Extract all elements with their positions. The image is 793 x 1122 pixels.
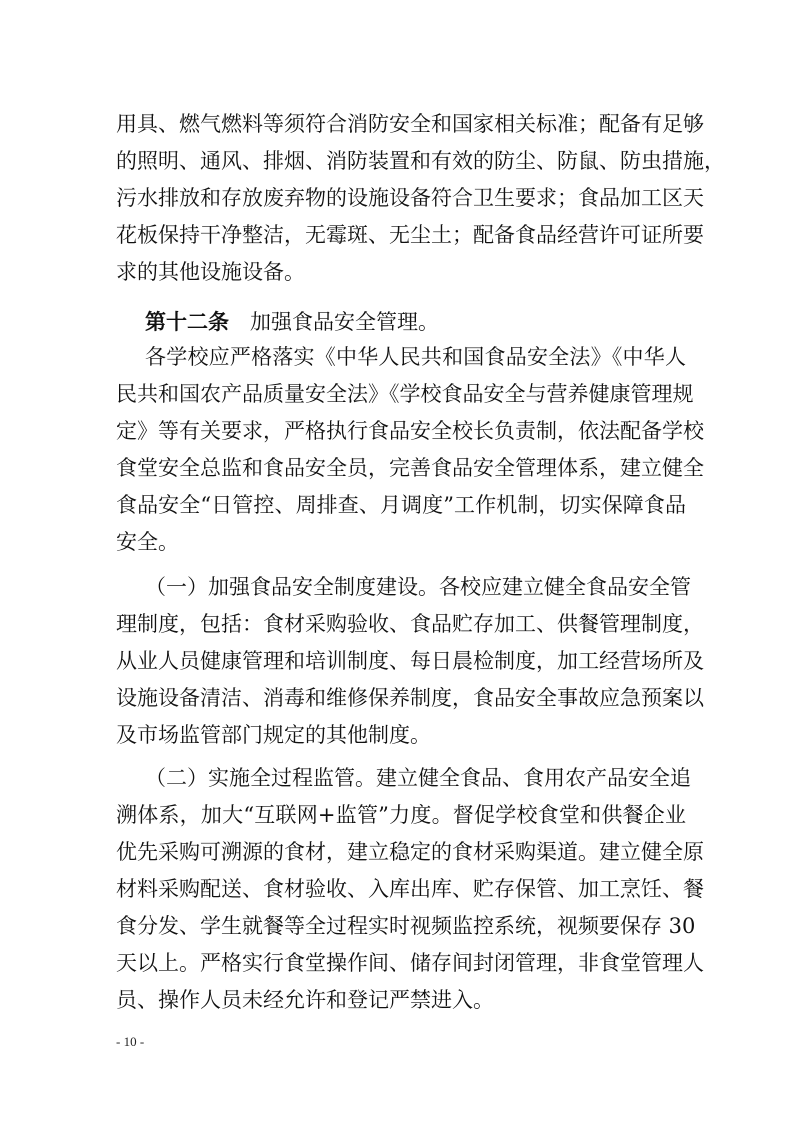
text-line: 天以上。严格实行食堂操作间、储存间封闭管理，非食堂管理人	[116, 951, 704, 975]
text-line: 的照明、通风、排烟、消防装置和有效的防尘、防鼠、防虫措施，	[116, 149, 725, 173]
page-number: - 10 -	[116, 1034, 145, 1049]
text-line: 从业人员健康管理和培训制度、每日晨检制度，加工经营场所及	[116, 649, 704, 673]
text-line: 食堂安全总监和食品安全员，完善食品安全管理体系，建立健全	[116, 456, 704, 480]
text-line: 花板保持干净整洁，无霉斑、无尘土；配备食品经营许可证所要	[116, 223, 704, 247]
text-line: 求的其他设施设备。	[116, 260, 305, 284]
article-heading	[145, 304, 686, 341]
text-line: 污水排放和存放废弃物的设施设备符合卫生要求；食品加工区天	[116, 186, 704, 210]
text-line: 安全。	[116, 530, 179, 554]
text-line: 各学校应严格落实《中华人民共和国食品安全法》《中华人	[145, 345, 686, 369]
text-line: 及市场监管部门规定的其他制度。	[116, 723, 431, 747]
text-line: 定》等有关要求，严格执行食品安全校长负责制，依法配备学校	[116, 419, 704, 443]
text-line: 优先采购可溯源的食材，建立稳定的食材采购渠道。建立健全原	[116, 840, 704, 864]
text-line: 理制度，包括：食材采购验收、食品贮存加工、供餐管理制度，	[116, 612, 704, 636]
text-line: 食品安全“日管控、周排查、月调度”工作机制，切实保障食品	[116, 493, 686, 517]
article-number: 第十二条	[145, 310, 229, 334]
text-line: （一）加强食品安全制度建设。各校应建立健全食品安全管	[145, 575, 691, 599]
text-line: 用具、燃气燃料等须符合消防安全和国家相关标准；配备有足够	[116, 112, 704, 136]
article-title: 加强食品安全管理。	[250, 310, 439, 334]
text-line: 员、操作人员未经允许和登记严禁进入。	[116, 988, 494, 1012]
text-line: 设施设备清洁、消毒和维修保养制度，食品安全事故应急预案以	[116, 686, 704, 710]
text-line: 材料采购配送、食材验收、入库出库、贮存保管、加工烹饪、餐	[116, 877, 704, 901]
text-line: 食分发、学生就餐等全过程实时视频监控系统，视频要保存 30	[116, 914, 696, 938]
text-line: （二）实施全过程监管。建立健全食品、食用农产品安全追	[145, 766, 691, 790]
text-line: 溯体系，加大“互联网+监管”力度。督促学校食堂和供餐企业	[116, 803, 686, 827]
text-line: 民共和国农产品质量安全法》《学校食品安全与营养健康管理规	[116, 382, 694, 406]
